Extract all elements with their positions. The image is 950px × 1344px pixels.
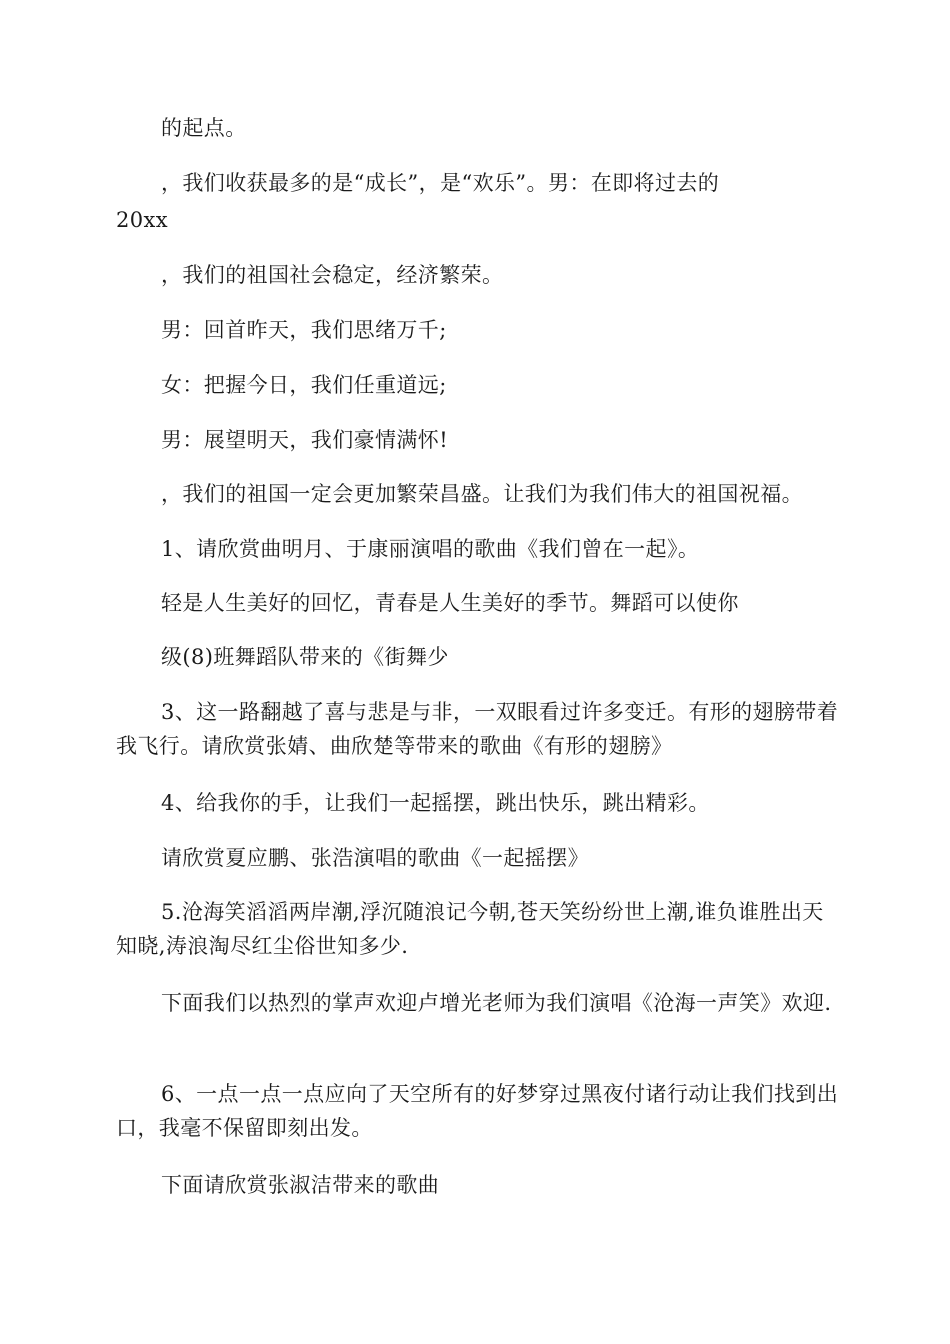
paragraph-line-4: ，我们的祖国社会稳定，经济繁荣。: [161, 263, 504, 287]
paragraph-line-1: 的起点。: [161, 116, 247, 140]
paragraph-line-13: 4、给我你的手，让我们一起摇摆，跳出快乐，跳出精彩。: [161, 791, 710, 815]
paragraph-line-2: ，我们收获最多的是“成长”，是“欢乐”。男：在即将过去的: [161, 171, 720, 195]
paragraph-line-3: 20xx: [116, 208, 169, 232]
paragraph-line-10: 轻是人生美好的回忆，青春是人生美好的季节。舞蹈可以使你: [161, 591, 739, 615]
paragraph-line-8: ，我们的祖国一定会更加繁荣昌盛。让我们为我们伟大的祖国祝福。: [161, 482, 803, 506]
paragraph-line-12: 3、这一路翻越了喜与悲是与非，一双眼看过许多变迁。有形的翅膀带着我飞行。请欣赏张婧、曲欣楚等带来的歌曲《有形的翅膀》: [116, 700, 839, 758]
paragraph-line-15: 5.沧海笑滔滔两岸潮,浮沉随浪记今朝,苍天笑纷纷世上潮,谁负谁胜出天知晓,涛浪淘尽红尘俗世知多少.: [116, 900, 824, 958]
paragraph-line-14: 请欣赏夏应鹏、张浩演唱的歌曲《一起摇摆》: [161, 846, 589, 870]
paragraph-line-6: 女：把握今日，我们任重道远;: [161, 373, 447, 397]
paragraph-line-5: 男：回首昨天，我们思绪万千;: [161, 318, 447, 342]
paragraph-line-7: 男：展望明天，我们豪情满怀!: [161, 428, 449, 452]
paragraph-line-16: 下面我们以热烈的掌声欢迎卢增光老师为我们演唱《沧海一声笑》欢迎.: [161, 991, 832, 1015]
paragraph-line-11: 级(8)班舞蹈队带来的《街舞少: [161, 645, 449, 669]
paragraph-line-17: 6、一点一点一点应向了天空所有的好梦穿过黑夜付诸行动让我们找到出口，我毫不保留即刻出发。: [116, 1082, 839, 1140]
paragraph-line-18: 下面请欣赏张淑洁带来的歌曲: [161, 1173, 440, 1197]
paragraph-line-9: 1、请欣赏曲明月、于康丽演唱的歌曲《我们曾在一起》。: [161, 537, 700, 561]
